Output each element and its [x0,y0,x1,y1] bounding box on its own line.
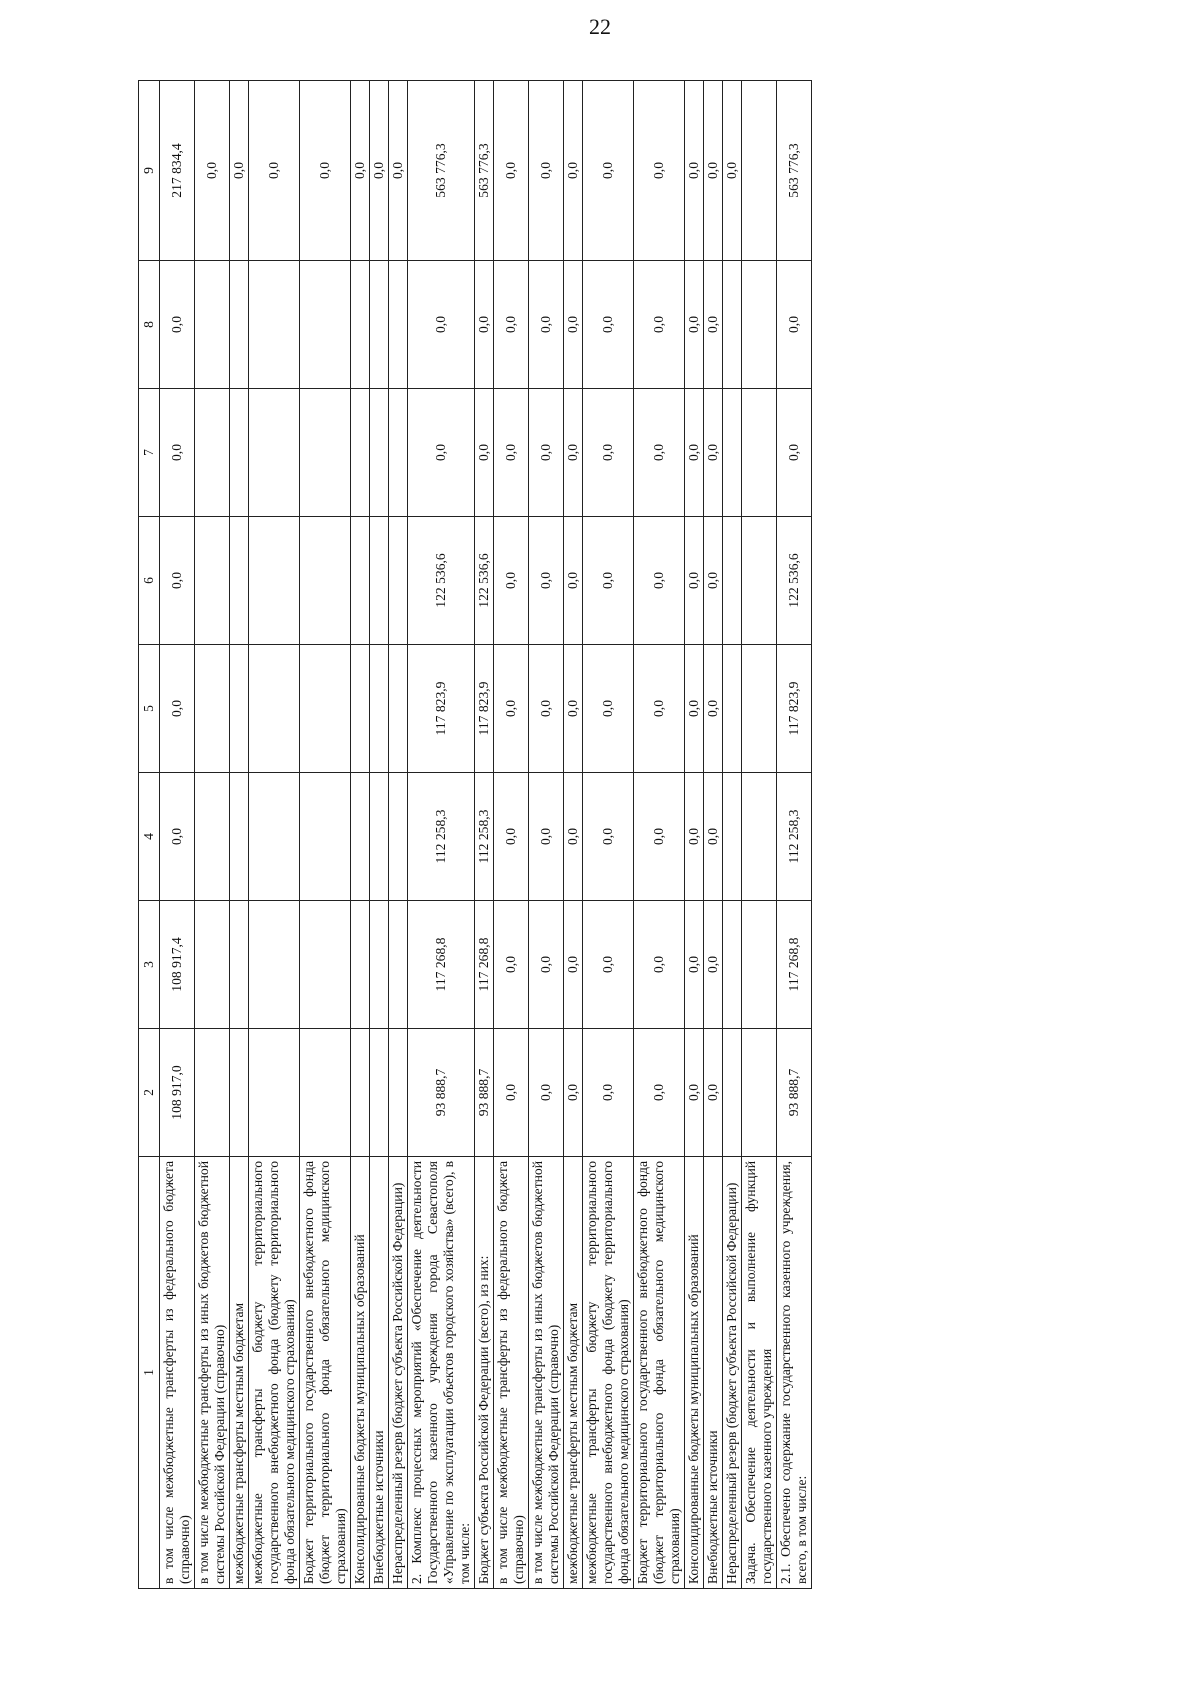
row-label: Задача. Обеспечение деятельности и выполнение функций государственного казенного учреждения [742,1157,777,1589]
value-cell: 0,0 [300,81,351,261]
value-cell [195,261,230,389]
value-cell: 0,0 [529,389,564,517]
row-label: межбюджетные трансферты бюджету территориального государственного внебюджетного фонда (бюджету территориального фонда обязательного медицинского страхования) [583,1157,634,1589]
value-cell: 0,0 [494,389,529,517]
value-cell: 0,0 [564,261,583,389]
value-cell [742,261,777,389]
value-cell [195,389,230,517]
table-row [351,81,370,1589]
value-cell: 0,0 [704,389,723,517]
value-cell: 117 268,8 [408,901,475,1029]
value-cell: 93 888,7 [408,1029,475,1157]
value-cell [351,645,370,773]
value-cell [195,517,230,645]
value-cell: 117 268,8 [475,901,494,1029]
value-cell [230,389,249,517]
value-cell: 217 834,4 [160,81,195,261]
value-cell [370,901,389,1029]
value-cell: 0,0 [160,389,195,517]
value-cell: 0,0 [494,81,529,261]
value-cell [230,773,249,901]
table-row [634,81,685,1589]
value-cell: 0,0 [583,81,634,261]
table-row [249,81,300,1589]
value-cell [723,773,742,901]
value-cell: 0,0 [583,1029,634,1157]
table-body [160,81,812,1589]
value-cell: 0,0 [634,517,685,645]
value-cell [230,517,249,645]
value-cell: 0,0 [634,389,685,517]
value-cell: 0,0 [529,1029,564,1157]
column-header: 3 [139,901,160,1029]
value-cell: 0,0 [475,389,494,517]
row-label: межбюджетные трансферты местным бюджетам [230,1157,249,1589]
value-cell [195,1029,230,1157]
value-cell [249,517,300,645]
value-cell [195,773,230,901]
row-label: Бюджет территориального государственного внебюджетного фонда (бюджет территориального фонда обязательного медицинского страхования) [300,1157,351,1589]
value-cell: 0,0 [494,1029,529,1157]
value-cell: 0,0 [529,773,564,901]
value-cell: 122 536,6 [777,517,812,645]
table-row [583,81,634,1589]
value-cell: 0,0 [634,901,685,1029]
column-header: 5 [139,645,160,773]
value-cell [351,261,370,389]
value-cell: 0,0 [408,389,475,517]
value-cell [389,389,408,517]
value-cell: 0,0 [685,389,704,517]
table-header-row [139,81,160,1589]
table-row [370,81,389,1589]
value-cell [249,1029,300,1157]
value-cell [723,389,742,517]
value-cell [195,901,230,1029]
value-cell: 0,0 [230,81,249,261]
value-cell: 112 258,3 [408,773,475,901]
row-label: Внебюджетные источники [370,1157,389,1589]
value-cell: 117 823,9 [475,645,494,773]
value-cell: 0,0 [160,261,195,389]
value-cell: 0,0 [494,645,529,773]
value-cell [300,261,351,389]
value-cell [300,517,351,645]
value-cell: 0,0 [583,261,634,389]
row-label: Бюджет субъекта Российской Федерации (всего), из них: [475,1157,494,1589]
table-row [564,81,583,1589]
row-label: межбюджетные трансферты бюджету территориального государственного внебюджетного фонда (бюджету территориального фонда обязательного медицинского страхования) [249,1157,300,1589]
value-cell [249,389,300,517]
value-cell [742,389,777,517]
value-cell [742,645,777,773]
table-row [777,81,812,1589]
value-cell [351,773,370,901]
value-cell [249,645,300,773]
value-cell: 0,0 [160,645,195,773]
value-cell: 0,0 [529,901,564,1029]
value-cell: 0,0 [408,261,475,389]
value-cell: 0,0 [160,517,195,645]
budget-table [138,80,812,1589]
value-cell: 0,0 [370,81,389,261]
value-cell [351,1029,370,1157]
value-cell [351,389,370,517]
value-cell: 108 917,0 [160,1029,195,1157]
value-cell: 0,0 [564,517,583,645]
value-cell: 0,0 [777,261,812,389]
value-cell: 0,0 [529,261,564,389]
page-number: 22 [589,14,611,39]
value-cell [389,773,408,901]
value-cell [230,1029,249,1157]
value-cell: 93 888,7 [777,1029,812,1157]
table-row [475,81,494,1589]
value-cell [742,773,777,901]
value-cell [742,901,777,1029]
value-cell [742,517,777,645]
row-label: Консолидированные бюджеты муниципальных образований [685,1157,704,1589]
row-label: межбюджетные трансферты местным бюджетам [564,1157,583,1589]
value-cell [389,1029,408,1157]
value-cell: 0,0 [634,645,685,773]
value-cell: 563 776,3 [777,81,812,261]
value-cell: 122 536,6 [475,517,494,645]
value-cell: 0,0 [494,517,529,645]
value-cell: 117 823,9 [408,645,475,773]
value-cell: 0,0 [160,773,195,901]
value-cell [370,261,389,389]
column-header: 6 [139,517,160,645]
value-cell: 0,0 [704,773,723,901]
value-cell [370,645,389,773]
value-cell: 0,0 [583,389,634,517]
row-label: в том числе межбюджетные трансферты из иных бюджетов бюджетной системы Российской Федерации (справочно) [529,1157,564,1589]
value-cell [249,773,300,901]
row-label: Консолидированные бюджеты муниципальных образований [351,1157,370,1589]
table-row [160,81,195,1589]
value-cell: 0,0 [704,261,723,389]
value-cell [300,389,351,517]
value-cell: 0,0 [634,773,685,901]
value-cell [300,901,351,1029]
value-cell: 0,0 [704,901,723,1029]
value-cell: 112 258,3 [777,773,812,901]
column-header: 1 [139,1157,160,1589]
value-cell: 0,0 [634,1029,685,1157]
table-row [300,81,351,1589]
column-header: 8 [139,261,160,389]
value-cell [723,517,742,645]
value-cell [723,1029,742,1157]
value-cell [300,645,351,773]
row-label: Бюджет территориального государственного внебюджетного фонда (бюджет территориального фонда обязательного медицинского страхования) [634,1157,685,1589]
value-cell [723,901,742,1029]
row-label: 2.1. Обеспечено содержание государственного казенного учреждения, всего, в том числе: [777,1157,812,1589]
value-cell: 0,0 [494,901,529,1029]
value-cell [230,645,249,773]
value-cell: 0,0 [529,81,564,261]
value-cell: 0,0 [777,389,812,517]
column-header: 9 [139,81,160,261]
value-cell: 0,0 [583,901,634,1029]
value-cell [389,261,408,389]
table-row [408,81,475,1589]
row-label: Нераспределенный резерв (бюджет субъекта Российской Федерации) [389,1157,408,1589]
value-cell: 0,0 [685,517,704,645]
value-cell [389,517,408,645]
value-cell: 0,0 [529,645,564,773]
row-label: Внебюджетные источники [704,1157,723,1589]
value-cell [370,389,389,517]
value-cell [351,517,370,645]
row-label: в том числе межбюджетные трансферты из федерального бюджета (справочно) [160,1157,195,1589]
value-cell [300,773,351,901]
table-row [685,81,704,1589]
value-cell [389,645,408,773]
value-cell: 0,0 [685,261,704,389]
row-label: 2. Комплекс процессных мероприятий «Обеспечение деятельности Государственного казенного учреждения города Севастополя «Управление по эксплуатации объектов городского хозяйства» (всего), в том числе: [408,1157,475,1589]
value-cell [230,901,249,1029]
value-cell: 0,0 [583,517,634,645]
column-header: 4 [139,773,160,901]
row-label: Нераспределенный резерв (бюджет субъекта Российской Федерации) [723,1157,742,1589]
value-cell [370,1029,389,1157]
value-cell: 0,0 [685,1029,704,1157]
value-cell: 0,0 [634,81,685,261]
value-cell [370,773,389,901]
row-label: в том числе межбюджетные трансферты из федерального бюджета (справочно) [494,1157,529,1589]
value-cell: 0,0 [634,261,685,389]
value-cell: 0,0 [195,81,230,261]
value-cell: 0,0 [704,1029,723,1157]
value-cell: 0,0 [564,389,583,517]
value-cell [723,261,742,389]
value-cell: 117 268,8 [777,901,812,1029]
value-cell [723,645,742,773]
row-label: в том числе межбюджетные трансферты из иных бюджетов бюджетной системы Российской Федерации (справочно) [195,1157,230,1589]
value-cell: 0,0 [583,645,634,773]
value-cell: 0,0 [704,517,723,645]
column-header: 7 [139,389,160,517]
value-cell [230,261,249,389]
column-header: 2 [139,1029,160,1157]
value-cell: 0,0 [704,81,723,261]
value-cell: 108 917,4 [160,901,195,1029]
value-cell: 0,0 [685,773,704,901]
table-row [494,81,529,1589]
value-cell: 0,0 [583,773,634,901]
value-cell: 0,0 [685,81,704,261]
rotated-table-container [138,81,1054,1589]
table-row [723,81,742,1589]
value-cell: 0,0 [704,645,723,773]
value-cell: 0,0 [564,901,583,1029]
value-cell: 122 536,6 [408,517,475,645]
value-cell: 0,0 [494,773,529,901]
table-row [389,81,408,1589]
value-cell: 0,0 [685,645,704,773]
value-cell: 0,0 [564,645,583,773]
value-cell: 112 258,3 [475,773,494,901]
value-cell [370,517,389,645]
value-cell: 0,0 [723,81,742,261]
value-cell: 0,0 [351,81,370,261]
value-cell [389,901,408,1029]
value-cell: 0,0 [389,81,408,261]
value-cell [195,645,230,773]
value-cell: 117 823,9 [777,645,812,773]
value-cell: 0,0 [564,1029,583,1157]
value-cell: 0,0 [494,261,529,389]
value-cell [742,1029,777,1157]
value-cell: 0,0 [475,261,494,389]
value-cell [300,1029,351,1157]
value-cell: 563 776,3 [408,81,475,261]
value-cell [249,901,300,1029]
value-cell: 0,0 [564,773,583,901]
table-row [195,81,230,1589]
value-cell: 0,0 [685,901,704,1029]
value-cell [351,901,370,1029]
value-cell: 0,0 [564,81,583,261]
value-cell [742,81,777,261]
table-row [529,81,564,1589]
value-cell: 0,0 [529,517,564,645]
table-row [230,81,249,1589]
value-cell: 563 776,3 [475,81,494,261]
value-cell: 93 888,7 [475,1029,494,1157]
table-row [704,81,723,1589]
value-cell: 0,0 [249,81,300,261]
table-row [742,81,777,1589]
value-cell [249,261,300,389]
